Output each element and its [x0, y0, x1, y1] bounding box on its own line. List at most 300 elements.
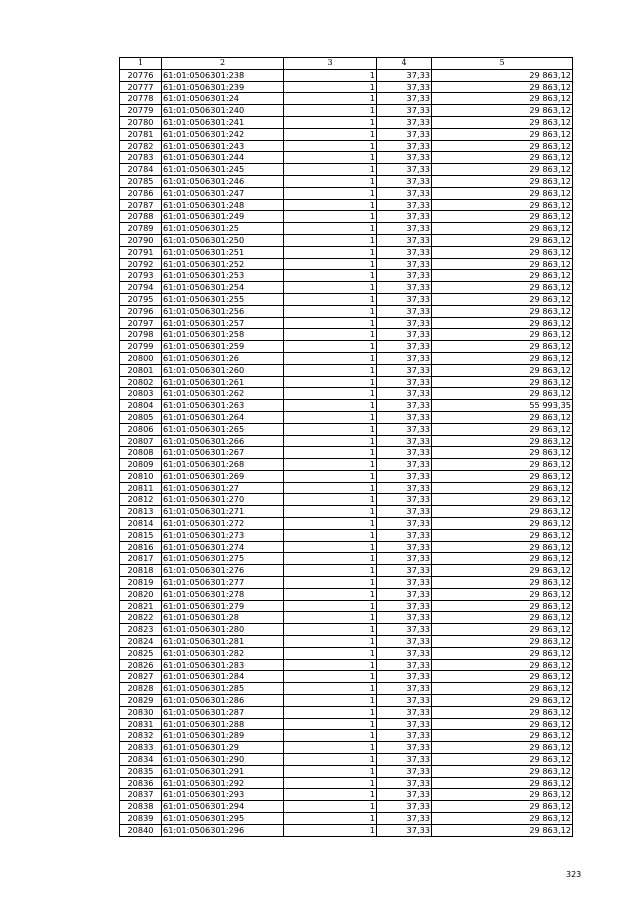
cell-area: 37,33: [377, 116, 432, 128]
cell-area: 37,33: [377, 541, 432, 553]
cell-area: 37,33: [377, 423, 432, 435]
cell-area: 37,33: [377, 293, 432, 305]
cell-cadastral-number: 61:01:0506301:275: [162, 553, 284, 565]
cell-row-number: 20809: [120, 459, 162, 471]
cell-area: 37,33: [377, 470, 432, 482]
cell-row-number: 20812: [120, 494, 162, 506]
cell-area: 37,33: [377, 329, 432, 341]
cell-row-number: 20828: [120, 683, 162, 695]
table-row: [120, 435, 573, 447]
column-header-2: 2: [162, 58, 284, 70]
cell-area: 37,33: [377, 140, 432, 152]
cell-cadastral-number: 61:01:0506301:238: [162, 69, 284, 81]
cell-amount: 29 863,12: [432, 588, 573, 600]
cell-cadastral-number: 61:01:0506301:292: [162, 777, 284, 789]
table-row: [120, 175, 573, 187]
table-row: [120, 400, 573, 412]
cell-row-number: 20836: [120, 777, 162, 789]
table-row: [120, 494, 573, 506]
cell-row-number: 20788: [120, 211, 162, 223]
cell-area: 37,33: [377, 270, 432, 282]
cell-amount: 29 863,12: [432, 305, 573, 317]
cell-area: 37,33: [377, 683, 432, 695]
cell-count: 1: [284, 93, 377, 105]
cell-area: 37,33: [377, 282, 432, 294]
cell-count: 1: [284, 447, 377, 459]
cell-count: 1: [284, 789, 377, 801]
cell-row-number: 20835: [120, 765, 162, 777]
table-row: [120, 529, 573, 541]
cell-row-number: 20782: [120, 140, 162, 152]
cell-row-number: 20821: [120, 600, 162, 612]
cell-row-number: 20826: [120, 659, 162, 671]
cell-count: 1: [284, 270, 377, 282]
cell-row-number: 20827: [120, 671, 162, 683]
cell-amount: 29 863,12: [432, 777, 573, 789]
cell-amount: 29 863,12: [432, 199, 573, 211]
cell-amount: 29 863,12: [432, 730, 573, 742]
cell-count: 1: [284, 435, 377, 447]
cell-count: 1: [284, 293, 377, 305]
cell-row-number: 20830: [120, 706, 162, 718]
cell-cadastral-number: 61:01:0506301:285: [162, 683, 284, 695]
cell-count: 1: [284, 81, 377, 93]
cell-row-number: 20801: [120, 364, 162, 376]
cell-count: 1: [284, 116, 377, 128]
cell-cadastral-number: 61:01:0506301:239: [162, 81, 284, 93]
cell-amount: 29 863,12: [432, 376, 573, 388]
table-row: [120, 718, 573, 730]
table-row: [120, 411, 573, 423]
cell-area: 37,33: [377, 612, 432, 624]
table-row: [120, 600, 573, 612]
cell-cadastral-number: 61:01:0506301:255: [162, 293, 284, 305]
cell-row-number: 20810: [120, 470, 162, 482]
cell-area: 37,33: [377, 105, 432, 117]
cell-count: 1: [284, 600, 377, 612]
cell-amount: 29 863,12: [432, 518, 573, 530]
table-row: [120, 317, 573, 329]
cell-amount: 29 863,12: [432, 801, 573, 813]
cell-area: 37,33: [377, 695, 432, 707]
cell-amount: 29 863,12: [432, 659, 573, 671]
table-row: [120, 341, 573, 353]
cell-count: 1: [284, 801, 377, 813]
table-row: [120, 459, 573, 471]
table-row: [120, 140, 573, 152]
cell-cadastral-number: 61:01:0506301:240: [162, 105, 284, 117]
cell-amount: 29 863,12: [432, 754, 573, 766]
cell-count: 1: [284, 187, 377, 199]
cell-cadastral-number: 61:01:0506301:263: [162, 400, 284, 412]
table-row: [120, 164, 573, 176]
cell-amount: 29 863,12: [432, 695, 573, 707]
table-row: [120, 470, 573, 482]
cell-cadastral-number: 61:01:0506301:250: [162, 234, 284, 246]
cell-amount: 29 863,12: [432, 69, 573, 81]
cell-cadastral-number: 61:01:0506301:272: [162, 518, 284, 530]
table-row: [120, 105, 573, 117]
cell-row-number: 20829: [120, 695, 162, 707]
cell-amount: 29 863,12: [432, 506, 573, 518]
cell-row-number: 20822: [120, 612, 162, 624]
cell-amount: 29 863,12: [432, 282, 573, 294]
table-row: [120, 577, 573, 589]
cell-row-number: 20807: [120, 435, 162, 447]
cell-amount: 29 863,12: [432, 341, 573, 353]
table-row: [120, 730, 573, 742]
cell-area: 37,33: [377, 671, 432, 683]
table-row: [120, 565, 573, 577]
cell-row-number: 20802: [120, 376, 162, 388]
cell-count: 1: [284, 683, 377, 695]
cell-area: 37,33: [377, 600, 432, 612]
cell-area: 37,33: [377, 317, 432, 329]
cell-row-number: 20831: [120, 718, 162, 730]
cell-area: 37,33: [377, 352, 432, 364]
cell-count: 1: [284, 459, 377, 471]
column-header-4: 4: [377, 58, 432, 70]
cell-count: 1: [284, 659, 377, 671]
cell-row-number: 20838: [120, 801, 162, 813]
cell-area: 37,33: [377, 175, 432, 187]
cell-amount: 29 863,12: [432, 765, 573, 777]
table-row: [120, 447, 573, 459]
cell-area: 37,33: [377, 128, 432, 140]
table-row: [120, 636, 573, 648]
cell-area: 37,33: [377, 742, 432, 754]
table-row: [120, 541, 573, 553]
cell-cadastral-number: 61:01:0506301:254: [162, 282, 284, 294]
registry-table: [119, 57, 573, 837]
cell-row-number: 20803: [120, 388, 162, 400]
cell-cadastral-number: 61:01:0506301:251: [162, 246, 284, 258]
cell-amount: 29 863,12: [432, 636, 573, 648]
cell-amount: 29 863,12: [432, 293, 573, 305]
cell-count: 1: [284, 258, 377, 270]
cell-amount: 29 863,12: [432, 388, 573, 400]
cell-cadastral-number: 61:01:0506301:27: [162, 482, 284, 494]
cell-area: 37,33: [377, 376, 432, 388]
table-row: [120, 683, 573, 695]
table-row: [120, 270, 573, 282]
cell-amount: 29 863,12: [432, 624, 573, 636]
cell-area: 37,33: [377, 636, 432, 648]
cell-count: 1: [284, 636, 377, 648]
cell-area: 37,33: [377, 730, 432, 742]
cell-cadastral-number: 61:01:0506301:29: [162, 742, 284, 754]
cell-count: 1: [284, 376, 377, 388]
cell-cadastral-number: 61:01:0506301:265: [162, 423, 284, 435]
table-row: [120, 518, 573, 530]
cell-cadastral-number: 61:01:0506301:247: [162, 187, 284, 199]
cell-amount: 29 863,12: [432, 435, 573, 447]
cell-count: 1: [284, 105, 377, 117]
cell-area: 37,33: [377, 565, 432, 577]
cell-area: 37,33: [377, 341, 432, 353]
cell-amount: 29 863,12: [432, 824, 573, 836]
cell-cadastral-number: 61:01:0506301:269: [162, 470, 284, 482]
cell-row-number: 20781: [120, 128, 162, 140]
table-row: [120, 364, 573, 376]
cell-row-number: 20798: [120, 329, 162, 341]
table-row: [120, 482, 573, 494]
cell-row-number: 20795: [120, 293, 162, 305]
cell-area: 37,33: [377, 435, 432, 447]
cell-count: 1: [284, 175, 377, 187]
cell-row-number: 20820: [120, 588, 162, 600]
table-row: [120, 329, 573, 341]
cell-row-number: 20815: [120, 529, 162, 541]
cell-cadastral-number: 61:01:0506301:294: [162, 801, 284, 813]
cell-cadastral-number: 61:01:0506301:270: [162, 494, 284, 506]
cell-amount: 29 863,12: [432, 541, 573, 553]
cell-count: 1: [284, 423, 377, 435]
cell-amount: 29 863,12: [432, 105, 573, 117]
table-row: [120, 352, 573, 364]
cell-area: 37,33: [377, 211, 432, 223]
cell-cadastral-number: 61:01:0506301:286: [162, 695, 284, 707]
table-row: [120, 659, 573, 671]
cell-cadastral-number: 61:01:0506301:268: [162, 459, 284, 471]
cell-count: 1: [284, 400, 377, 412]
cell-count: 1: [284, 282, 377, 294]
cell-row-number: 20819: [120, 577, 162, 589]
cell-amount: 29 863,12: [432, 211, 573, 223]
table-row: [120, 777, 573, 789]
cell-area: 37,33: [377, 459, 432, 471]
cell-cadastral-number: 61:01:0506301:274: [162, 541, 284, 553]
cell-amount: 29 863,12: [432, 565, 573, 577]
table-row: [120, 93, 573, 105]
cell-count: 1: [284, 813, 377, 825]
cell-count: 1: [284, 164, 377, 176]
cell-row-number: 20777: [120, 81, 162, 93]
table-row: [120, 553, 573, 565]
cell-count: 1: [284, 577, 377, 589]
cell-cadastral-number: 61:01:0506301:260: [162, 364, 284, 376]
cell-area: 37,33: [377, 187, 432, 199]
cell-amount: 29 863,12: [432, 93, 573, 105]
cell-amount: 29 863,12: [432, 234, 573, 246]
cell-count: 1: [284, 754, 377, 766]
cell-cadastral-number: 61:01:0506301:261: [162, 376, 284, 388]
cell-amount: 29 863,12: [432, 187, 573, 199]
table-row: [120, 789, 573, 801]
cell-cadastral-number: 61:01:0506301:244: [162, 152, 284, 164]
cell-amount: 29 863,12: [432, 329, 573, 341]
cell-count: 1: [284, 317, 377, 329]
cell-cadastral-number: 61:01:0506301:262: [162, 388, 284, 400]
cell-row-number: 20783: [120, 152, 162, 164]
cell-amount: 29 863,12: [432, 706, 573, 718]
cell-cadastral-number: 61:01:0506301:271: [162, 506, 284, 518]
cell-cadastral-number: 61:01:0506301:283: [162, 659, 284, 671]
cell-amount: 29 863,12: [432, 81, 573, 93]
table-row: [120, 801, 573, 813]
cell-cadastral-number: 61:01:0506301:264: [162, 411, 284, 423]
table-row: [120, 187, 573, 199]
cell-count: 1: [284, 506, 377, 518]
table-row: [120, 376, 573, 388]
table-row: [120, 423, 573, 435]
cell-area: 37,33: [377, 388, 432, 400]
cell-cadastral-number: 61:01:0506301:278: [162, 588, 284, 600]
cell-row-number: 20832: [120, 730, 162, 742]
cell-row-number: 20776: [120, 69, 162, 81]
header-row: [120, 58, 573, 70]
cell-count: 1: [284, 128, 377, 140]
cell-amount: 29 863,12: [432, 482, 573, 494]
cell-amount: 29 863,12: [432, 459, 573, 471]
table-row: [120, 116, 573, 128]
cell-amount: 29 863,12: [432, 246, 573, 258]
cell-amount: 29 863,12: [432, 612, 573, 624]
cell-count: 1: [284, 824, 377, 836]
cell-amount: 29 863,12: [432, 470, 573, 482]
cell-cadastral-number: 61:01:0506301:277: [162, 577, 284, 589]
cell-row-number: 20837: [120, 789, 162, 801]
cell-amount: 29 863,12: [432, 164, 573, 176]
cell-cadastral-number: 61:01:0506301:291: [162, 765, 284, 777]
cell-count: 1: [284, 612, 377, 624]
cell-cadastral-number: 61:01:0506301:266: [162, 435, 284, 447]
cell-cadastral-number: 61:01:0506301:258: [162, 329, 284, 341]
table-row: [120, 612, 573, 624]
cell-count: 1: [284, 671, 377, 683]
cell-area: 37,33: [377, 258, 432, 270]
cell-cadastral-number: 61:01:0506301:26: [162, 352, 284, 364]
table-row: [120, 388, 573, 400]
table-row: [120, 223, 573, 235]
cell-row-number: 20817: [120, 553, 162, 565]
cell-area: 37,33: [377, 553, 432, 565]
cell-area: 37,33: [377, 305, 432, 317]
cell-cadastral-number: 61:01:0506301:293: [162, 789, 284, 801]
cell-area: 37,33: [377, 624, 432, 636]
cell-row-number: 20806: [120, 423, 162, 435]
cell-area: 37,33: [377, 718, 432, 730]
cell-amount: 29 863,12: [432, 270, 573, 282]
cell-row-number: 20789: [120, 223, 162, 235]
cell-row-number: 20814: [120, 518, 162, 530]
cell-area: 37,33: [377, 482, 432, 494]
cell-count: 1: [284, 69, 377, 81]
cell-cadastral-number: 61:01:0506301:281: [162, 636, 284, 648]
cell-count: 1: [284, 140, 377, 152]
cell-amount: 29 863,12: [432, 364, 573, 376]
cell-cadastral-number: 61:01:0506301:243: [162, 140, 284, 152]
cell-cadastral-number: 61:01:0506301:241: [162, 116, 284, 128]
table-row: [120, 695, 573, 707]
cell-count: 1: [284, 529, 377, 541]
cell-area: 37,33: [377, 69, 432, 81]
cell-amount: 29 863,12: [432, 152, 573, 164]
table-row: [120, 813, 573, 825]
cell-amount: 29 863,12: [432, 813, 573, 825]
cell-amount: 29 863,12: [432, 116, 573, 128]
cell-row-number: 20790: [120, 234, 162, 246]
cell-cadastral-number: 61:01:0506301:276: [162, 565, 284, 577]
table-row: [120, 647, 573, 659]
cell-row-number: 20813: [120, 506, 162, 518]
cell-count: 1: [284, 341, 377, 353]
table-row: [120, 742, 573, 754]
cell-row-number: 20787: [120, 199, 162, 211]
cell-area: 37,33: [377, 234, 432, 246]
cell-amount: 29 863,12: [432, 128, 573, 140]
cell-count: 1: [284, 777, 377, 789]
cell-amount: 29 863,12: [432, 223, 573, 235]
table-row: [120, 754, 573, 766]
cell-area: 37,33: [377, 529, 432, 541]
cell-area: 37,33: [377, 518, 432, 530]
cell-amount: 29 863,12: [432, 494, 573, 506]
cell-cadastral-number: 61:01:0506301:296: [162, 824, 284, 836]
cell-row-number: 20785: [120, 175, 162, 187]
page-number: 323: [566, 870, 582, 879]
cell-row-number: 20834: [120, 754, 162, 766]
cell-row-number: 20800: [120, 352, 162, 364]
cell-cadastral-number: 61:01:0506301:246: [162, 175, 284, 187]
cell-area: 37,33: [377, 789, 432, 801]
cell-cadastral-number: 61:01:0506301:290: [162, 754, 284, 766]
cell-count: 1: [284, 718, 377, 730]
cell-count: 1: [284, 152, 377, 164]
cell-area: 37,33: [377, 588, 432, 600]
cell-area: 37,33: [377, 754, 432, 766]
cell-row-number: 20818: [120, 565, 162, 577]
cell-cadastral-number: 61:01:0506301:273: [162, 529, 284, 541]
cell-row-number: 20792: [120, 258, 162, 270]
cell-amount: 29 863,12: [432, 447, 573, 459]
cell-count: 1: [284, 211, 377, 223]
cell-count: 1: [284, 647, 377, 659]
cell-row-number: 20796: [120, 305, 162, 317]
cell-amount: 29 863,12: [432, 258, 573, 270]
cell-count: 1: [284, 624, 377, 636]
cell-area: 37,33: [377, 447, 432, 459]
cell-cadastral-number: 61:01:0506301:259: [162, 341, 284, 353]
cell-area: 37,33: [377, 364, 432, 376]
cell-cadastral-number: 61:01:0506301:289: [162, 730, 284, 742]
table-row: [120, 199, 573, 211]
cell-area: 37,33: [377, 93, 432, 105]
cell-area: 37,33: [377, 400, 432, 412]
cell-amount: 29 863,12: [432, 529, 573, 541]
cell-area: 37,33: [377, 777, 432, 789]
cell-count: 1: [284, 482, 377, 494]
table-row: [120, 824, 573, 836]
cell-row-number: 20833: [120, 742, 162, 754]
cell-count: 1: [284, 470, 377, 482]
cell-area: 37,33: [377, 647, 432, 659]
cell-area: 37,33: [377, 199, 432, 211]
cell-count: 1: [284, 742, 377, 754]
table-row: [120, 293, 573, 305]
cell-cadastral-number: 61:01:0506301:267: [162, 447, 284, 459]
cell-cadastral-number: 61:01:0506301:242: [162, 128, 284, 140]
cell-row-number: 20793: [120, 270, 162, 282]
cell-count: 1: [284, 199, 377, 211]
table-body: [120, 69, 573, 836]
table-row: [120, 588, 573, 600]
table-row: [120, 671, 573, 683]
cell-row-number: 20797: [120, 317, 162, 329]
cell-count: 1: [284, 246, 377, 258]
cell-count: 1: [284, 305, 377, 317]
cell-count: 1: [284, 388, 377, 400]
